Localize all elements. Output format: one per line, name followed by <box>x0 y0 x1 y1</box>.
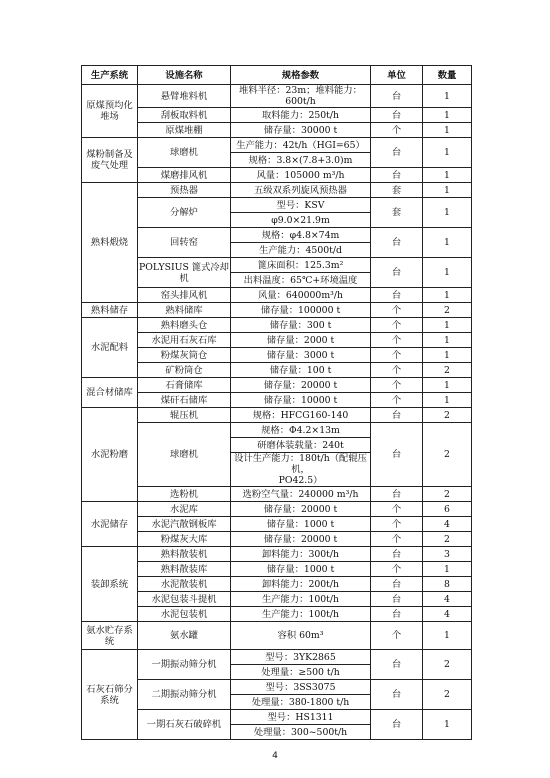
spec-cell <box>231 622 371 650</box>
table-row <box>82 532 472 547</box>
spec-line: 储存量：20000 t <box>263 379 338 391</box>
table-row <box>82 198 472 213</box>
spec-line: 生产能力：100t/h <box>261 608 340 620</box>
facility-name-cell: 悬臂堆料机 <box>138 85 231 108</box>
spec-cell <box>231 243 371 258</box>
spec-line: 处理量：≥500 t/h <box>261 666 340 678</box>
quantity-cell: 1 <box>423 622 472 650</box>
spec-cell <box>231 532 371 547</box>
spec-line: 取料能力：250t/h <box>261 109 340 121</box>
facility-name-cell: 原煤堆棚 <box>138 123 231 138</box>
spec-line: 五级双系列旋风预热器 <box>254 184 347 196</box>
spec-cell <box>231 408 371 423</box>
header-quantity: 数量 <box>423 66 472 85</box>
facility-name-cell: 窑头排风机 <box>138 288 231 303</box>
table-row <box>82 318 472 333</box>
unit-cell: 个 <box>371 562 423 577</box>
spec-cell <box>231 665 371 680</box>
spec-line: 型号：3SS3075 <box>265 681 336 693</box>
spec-cell <box>231 502 371 517</box>
unit-cell: 台 <box>371 710 423 740</box>
spec-cell <box>231 577 371 592</box>
unit-cell: 个 <box>371 502 423 517</box>
quantity-cell: 1 <box>423 333 472 348</box>
quantity-cell: 1 <box>423 710 472 740</box>
spec-line: 生产能力：100t/h <box>261 593 340 605</box>
header-spec: 规格参数 <box>231 66 371 85</box>
unit-cell: 台 <box>371 85 423 108</box>
table-row <box>82 607 472 622</box>
quantity-cell: 1 <box>423 258 472 288</box>
unit-cell: 台 <box>371 423 423 487</box>
facility-name-cell: POLYSIUS 篦式冷却机 <box>138 258 231 288</box>
table-body <box>82 85 472 740</box>
facility-name-cell: 氨水罐 <box>138 622 231 650</box>
quantity-cell: 2 <box>423 532 472 547</box>
system-cell: 水泥配料 <box>82 318 138 378</box>
unit-cell: 个 <box>371 348 423 363</box>
spec-line: 规格：3.8×(7.8+3.0)m <box>248 154 353 166</box>
spec-cell <box>231 288 371 303</box>
unit-cell: 台 <box>371 108 423 123</box>
table-row <box>82 650 472 665</box>
facility-name-cell: 水泥汽散钢板库 <box>138 517 231 532</box>
spec-cell <box>231 438 371 453</box>
spec-line: φ9.0×21.9m <box>271 214 330 226</box>
spec-cell <box>231 487 371 502</box>
spec-line: 储存量：100 t <box>269 364 332 376</box>
spec-line: 出料温度：65℃+环境温度 <box>243 274 358 286</box>
facility-name-cell: 熟料散装机 <box>138 547 231 562</box>
spec-cell <box>231 198 371 213</box>
quantity-cell: 1 <box>423 562 472 577</box>
table-row <box>82 423 472 438</box>
table-row <box>82 622 472 650</box>
spec-line: 风量：105000 m³/h <box>256 169 345 181</box>
facility-name-cell: 煤矸石储库 <box>138 393 231 408</box>
spec-line: PO42.5） <box>278 475 323 486</box>
system-cell: 熟料煅烧 <box>82 183 138 303</box>
unit-cell: 台 <box>371 258 423 288</box>
spec-line: 研磨体装载量：240t <box>257 439 344 451</box>
page-number: 4 <box>272 751 278 761</box>
table-row <box>82 183 472 198</box>
table-row <box>82 408 472 423</box>
facility-name-cell: 刮板取料机 <box>138 108 231 123</box>
unit-cell: 个 <box>371 363 423 378</box>
header-unit: 单位 <box>371 66 423 85</box>
system-cell: 石灰石筛分系统 <box>82 650 138 740</box>
spec-cell <box>231 517 371 532</box>
table-row <box>82 680 472 695</box>
table-row <box>82 288 472 303</box>
unit-cell: 个 <box>371 318 423 333</box>
table-row <box>82 303 472 318</box>
spec-cell <box>231 680 371 695</box>
spec-cell <box>231 213 371 228</box>
table-row <box>82 363 472 378</box>
system-cell: 混合材储库 <box>82 378 138 408</box>
table-row <box>82 577 472 592</box>
quantity-cell: 1 <box>423 108 472 123</box>
spec-cell <box>231 183 371 198</box>
table-row <box>82 710 472 725</box>
facility-name-cell: 一期振动筛分机 <box>138 650 231 680</box>
facility-name-cell: 选粉机 <box>138 487 231 502</box>
unit-cell: 套 <box>371 198 423 228</box>
spec-line: 处理量：300~500t/h <box>253 726 348 738</box>
spec-line: 规格：Φ4.2×13m <box>261 424 340 436</box>
table-row <box>82 85 472 108</box>
quantity-cell: 1 <box>423 318 472 333</box>
unit-cell: 个 <box>371 622 423 650</box>
unit-cell: 台 <box>371 592 423 607</box>
spec-cell <box>231 303 371 318</box>
table-row <box>82 228 472 243</box>
unit-cell: 个 <box>371 393 423 408</box>
spec-cell <box>231 85 371 108</box>
facility-name-cell: 熟料磨头仓 <box>138 318 231 333</box>
unit-cell: 个 <box>371 532 423 547</box>
spec-line: 储存量：1000 t <box>266 518 335 530</box>
quantity-cell: 8 <box>423 577 472 592</box>
unit-cell: 台 <box>371 607 423 622</box>
table-row <box>82 378 472 393</box>
quantity-cell: 1 <box>423 393 472 408</box>
system-cell: 氨水贮存系统 <box>82 622 138 650</box>
spec-line: 篦床面积：125.3m² <box>257 259 344 271</box>
facility-name-cell: 水泥包装机 <box>138 607 231 622</box>
quantity-cell: 1 <box>423 348 472 363</box>
spec-cell <box>231 138 371 153</box>
table-row <box>82 547 472 562</box>
facility-name-cell: 水泥用石灰石库 <box>138 333 231 348</box>
spec-cell <box>231 123 371 138</box>
quantity-cell: 2 <box>423 303 472 318</box>
spec-cell <box>231 453 371 487</box>
facility-name-cell: 石膏储库 <box>138 378 231 393</box>
quantity-cell: 1 <box>423 228 472 258</box>
table-row <box>82 138 472 153</box>
facility-name-cell: 熟料储库 <box>138 303 231 318</box>
unit-cell: 个 <box>371 303 423 318</box>
spec-line: 卸料能力：300t/h <box>261 548 340 560</box>
spec-cell <box>231 363 371 378</box>
unit-cell: 个 <box>371 378 423 393</box>
unit-cell: 台 <box>371 168 423 183</box>
system-cell: 装卸系统 <box>82 547 138 622</box>
quantity-cell: 1 <box>423 378 472 393</box>
spec-line: 风量：640000m³/h <box>257 289 344 301</box>
spec-line: 处理量：380-1800 t/h <box>251 696 350 708</box>
facility-name-cell: 球磨机 <box>138 423 231 487</box>
unit-cell: 个 <box>371 333 423 348</box>
quantity-cell: 1 <box>423 183 472 198</box>
facility-name-cell: 熟料散装库 <box>138 562 231 577</box>
quantity-cell: 2 <box>423 423 472 487</box>
unit-cell: 台 <box>371 547 423 562</box>
spec-cell <box>231 273 371 288</box>
spec-line: 选粉空气量：240000 m³/h <box>242 488 359 500</box>
spec-cell <box>231 258 371 273</box>
system-cell: 熟料储存 <box>82 303 138 318</box>
spec-cell <box>231 318 371 333</box>
table-row <box>82 123 472 138</box>
quantity-cell: 4 <box>423 517 472 532</box>
spec-cell <box>231 228 371 243</box>
quantity-cell: 1 <box>423 168 472 183</box>
spec-cell <box>231 695 371 710</box>
facility-name-cell: 水泥散装机 <box>138 577 231 592</box>
facility-name-cell: 煤磨排风机 <box>138 168 231 183</box>
spec-cell <box>231 650 371 665</box>
quantity-cell: 1 <box>423 123 472 138</box>
spec-cell <box>231 725 371 740</box>
spec-line: 储存量：20000 t <box>263 503 338 515</box>
facility-name-cell: 回转窑 <box>138 228 231 258</box>
quantity-cell: 2 <box>423 487 472 502</box>
spec-cell <box>231 423 371 438</box>
unit-cell: 台 <box>371 577 423 592</box>
spec-cell <box>231 348 371 363</box>
spec-cell <box>231 333 371 348</box>
spec-line: 生产能力：42t/h（HGI=65） <box>236 139 365 151</box>
spec-cell <box>231 153 371 168</box>
table-row <box>82 258 472 273</box>
quantity-cell: 2 <box>423 650 472 680</box>
unit-cell: 台 <box>371 288 423 303</box>
table-row <box>82 517 472 532</box>
facility-name-cell: 预热器 <box>138 183 231 198</box>
equipment-table <box>81 65 472 740</box>
unit-cell: 台 <box>371 408 423 423</box>
unit-cell: 个 <box>371 517 423 532</box>
spec-line: 设计生产能力：180t/h（配辊压机， <box>234 453 367 475</box>
spec-line: 生产能力：4500t/d <box>259 244 342 256</box>
table-row <box>82 502 472 517</box>
unit-cell: 个 <box>371 123 423 138</box>
system-cell: 水泥粉磨 <box>82 408 138 502</box>
facility-name-cell: 水泥包装斗提机 <box>138 592 231 607</box>
table-row <box>82 348 472 363</box>
facility-name-cell: 矿粉筒仓 <box>138 363 231 378</box>
spec-line: 储存量：20000 t <box>263 533 338 545</box>
table-row <box>82 108 472 123</box>
table-row <box>82 393 472 408</box>
spec-line: 储存量：100000 t <box>260 304 341 316</box>
spec-line: 堆料半径：23m；堆料能力：600t/h <box>239 85 362 107</box>
spec-line: 储存量：2000 t <box>266 334 335 346</box>
quantity-cell: 1 <box>423 85 472 108</box>
spec-line: 规格：φ4.8×74m <box>261 229 340 241</box>
spec-line: 容积 60m³ <box>277 630 324 641</box>
spec-line: 型号：HS1311 <box>267 711 334 723</box>
quantity-cell: 1 <box>423 138 472 168</box>
facility-name-cell: 辊压机 <box>138 408 231 423</box>
quantity-cell: 4 <box>423 607 472 622</box>
unit-cell: 台 <box>371 487 423 502</box>
spec-cell <box>231 108 371 123</box>
header-system: 生产系统 <box>82 66 138 85</box>
table-row <box>82 487 472 502</box>
spec-line: 储存量：3000 t <box>266 349 335 361</box>
facility-name-cell: 球磨机 <box>138 138 231 168</box>
facility-name-cell: 粉煤灰大库 <box>138 532 231 547</box>
quantity-cell: 3 <box>423 547 472 562</box>
spec-cell <box>231 547 371 562</box>
spec-line: 型号：3YK2865 <box>265 651 336 663</box>
spec-cell <box>231 168 371 183</box>
spec-cell <box>231 592 371 607</box>
unit-cell: 套 <box>371 183 423 198</box>
unit-cell: 台 <box>371 228 423 258</box>
facility-name-cell: 粉煤灰筒仓 <box>138 348 231 363</box>
facility-name-cell: 二期振动筛分机 <box>138 680 231 710</box>
spec-cell <box>231 710 371 725</box>
header-facility-name: 设施名称 <box>138 66 231 85</box>
spec-cell <box>231 378 371 393</box>
table-row <box>82 592 472 607</box>
quantity-cell: 6 <box>423 502 472 517</box>
quantity-cell: 2 <box>423 408 472 423</box>
quantity-cell: 1 <box>423 288 472 303</box>
quantity-cell: 4 <box>423 592 472 607</box>
spec-line: 储存量：300 t <box>269 319 332 331</box>
spec-line: 储存量：1000 t <box>266 563 335 575</box>
facility-name-cell: 水泥库 <box>138 502 231 517</box>
facility-name-cell: 一期石灰石破碎机 <box>138 710 231 740</box>
quantity-cell: 2 <box>423 363 472 378</box>
system-cell: 原煤预均化堆场 <box>82 85 138 138</box>
quantity-cell: 1 <box>423 198 472 228</box>
facility-name-cell: 分解炉 <box>138 198 231 228</box>
spec-cell <box>231 393 371 408</box>
table-row <box>82 333 472 348</box>
unit-cell: 台 <box>371 680 423 710</box>
unit-cell: 台 <box>371 650 423 680</box>
system-cell: 煤粉制备及废气处理 <box>82 138 138 183</box>
quantity-cell: 2 <box>423 680 472 710</box>
spec-line: 规格：HFCG160-140 <box>252 409 349 421</box>
system-cell: 水泥储存 <box>82 502 138 547</box>
spec-cell <box>231 607 371 622</box>
spec-line: 卸料能力：200t/h <box>261 578 340 590</box>
table-header-row <box>82 66 472 85</box>
unit-cell: 台 <box>371 138 423 168</box>
spec-line: 储存量：30000 t <box>263 124 338 136</box>
spec-cell <box>231 562 371 577</box>
table-row <box>82 562 472 577</box>
table-row <box>82 168 472 183</box>
spec-line: 型号：KSV <box>276 199 325 211</box>
spec-line: 储存量：10000 t <box>263 394 338 406</box>
